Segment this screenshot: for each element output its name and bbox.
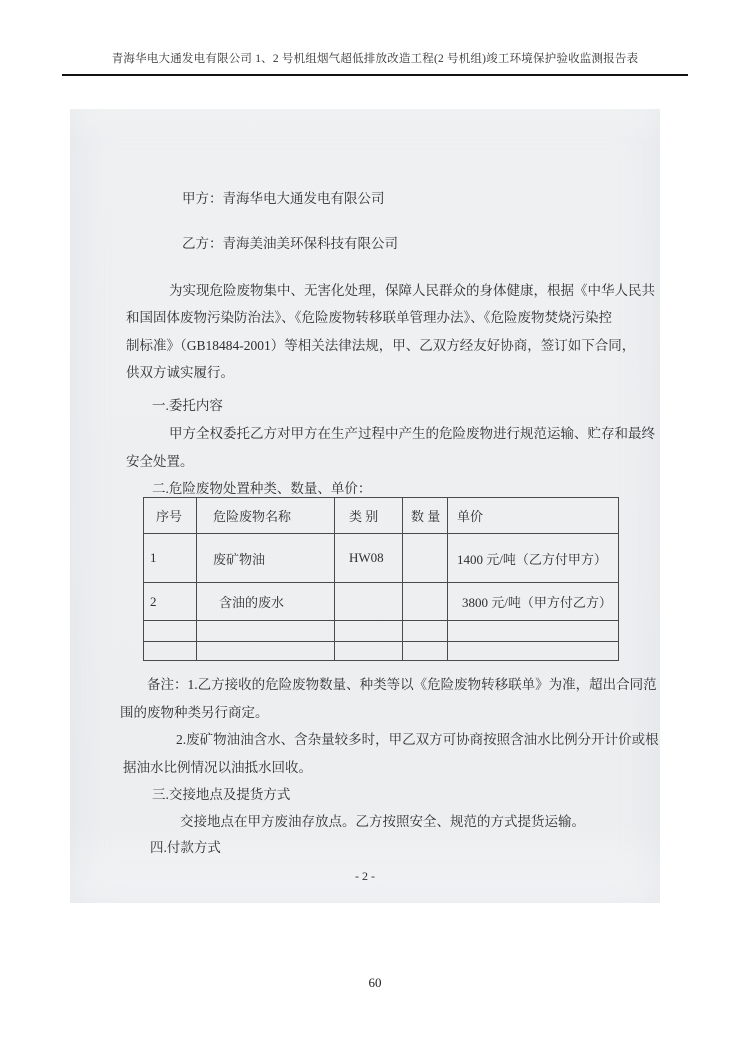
cell-index: 1: [144, 534, 197, 583]
table-row: [144, 534, 619, 583]
intro-line-1: 为实现危险废物集中、无害化处理，保障人民群众的身体健康，根据《中华人民共: [169, 283, 655, 298]
section-1-line-1: 甲方全权委托乙方对甲方在生产过程中产生的危险废物进行规范运输、贮存和最终: [169, 426, 655, 441]
header-rule: [62, 74, 688, 76]
header-cell-quantity: 数 量: [403, 498, 448, 534]
intro-line-3: 制标准》（GB18484-2001）等相关法律法规，甲、乙双方经友好协商，签订如下合同，: [126, 338, 636, 353]
report-header-title: 青海华电大通发电有限公司 1、2 号机组烟气超低排放改造工程(2 号机组)竣工环境保护验收监测报告表: [111, 53, 639, 65]
notes-line-2: 围的废物种类另行商定。: [120, 705, 269, 720]
section-2-heading: 二.危险废物处置种类、数量、单价：: [152, 481, 372, 496]
table-row: [144, 642, 619, 661]
header-cell-price: 单价: [448, 498, 619, 534]
cell-quantity: [403, 621, 448, 642]
scanned-contract-page: [70, 109, 660, 903]
cell-index: 2: [144, 583, 197, 621]
section-4-heading: 四.付款方式: [150, 840, 221, 855]
cell-class: HW08: [335, 534, 403, 583]
cell-index: [144, 621, 197, 642]
waste-price-table: [143, 497, 619, 661]
table-row: [144, 583, 619, 621]
cell-quantity: [403, 534, 448, 583]
party-a-line: 甲方：青海华电大通发电有限公司: [182, 191, 385, 206]
table-row: [144, 621, 619, 642]
intro-line-2: 和国固体废物污染防治法》、《危险废物转移联单管理办法》、《危险废物焚烧污染控: [126, 310, 612, 325]
cell-price: [448, 642, 619, 661]
cell-class: [335, 621, 403, 642]
cell-quantity: [403, 642, 448, 661]
cell-price: 3800 元/吨（甲方付乙方）: [448, 583, 619, 621]
notes-line-1: 备注：1.乙方接收的危险废物数量、种类等以《危险废物转移联单》为准，超出合同范: [147, 677, 657, 692]
header-cell-index: 序号: [144, 498, 197, 534]
cell-index: [144, 642, 197, 661]
intro-line-4: 供双方诚实履行。: [126, 365, 234, 380]
cell-name: [197, 642, 335, 661]
cell-name: 废矿物油: [197, 534, 335, 583]
table-header-row: [144, 498, 619, 534]
party-b-line: 乙方：青海美油美环保科技有限公司: [182, 236, 398, 251]
notes-line-3: 2.废矿物油油含水、含杂量较多时，甲乙双方可协商按照含油水比例分开计价或根: [176, 732, 659, 747]
cell-price: [448, 621, 619, 642]
page-number: 60: [368, 975, 382, 990]
section-1-line-2: 安全处置。: [126, 454, 194, 469]
section-3-line-1: 交接地点在甲方废油存放点。乙方按照安全、规范的方式提货运输。: [180, 814, 585, 829]
header-cell-name: 危险废物名称: [197, 498, 335, 534]
cell-name: [197, 621, 335, 642]
cell-class: [335, 583, 403, 621]
header-cell-class: 类 别: [335, 498, 403, 534]
cell-class: [335, 642, 403, 661]
scan-page-number: - 2 -: [355, 869, 375, 883]
notes-line-4: 据油水比例情况以油抵水回收。: [123, 760, 312, 775]
section-3-heading: 三.交接地点及提货方式: [152, 787, 291, 802]
cell-price: 1400 元/吨（乙方付甲方）: [448, 534, 619, 583]
cell-name: 含油的废水: [197, 583, 335, 621]
section-1-heading: 一.委托内容: [152, 398, 223, 413]
cell-quantity: [403, 583, 448, 621]
